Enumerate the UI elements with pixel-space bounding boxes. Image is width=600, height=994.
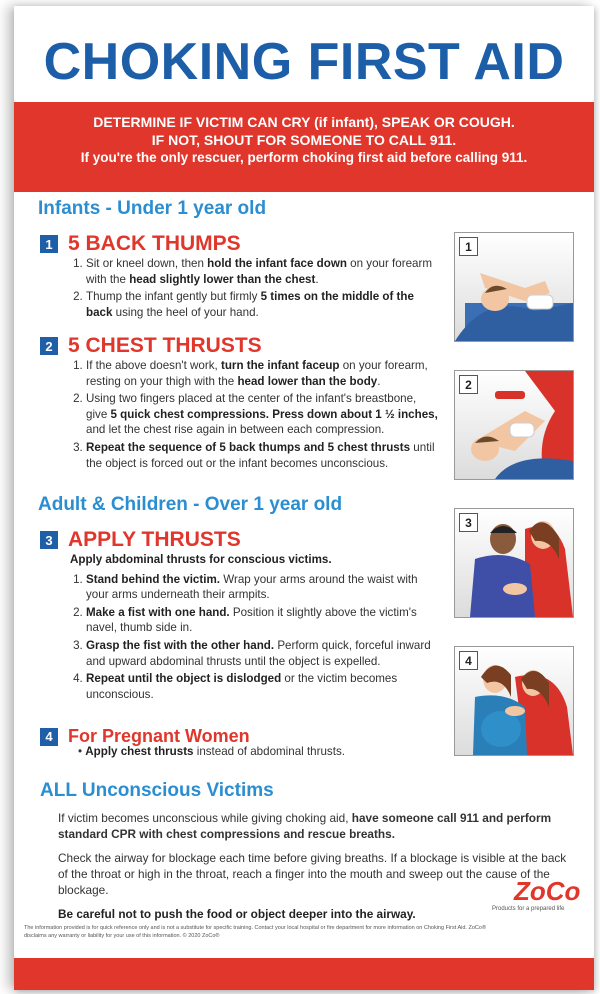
illustration-4-number: 4 [459,651,478,670]
step-1-header [40,232,241,256]
step-3-header [40,528,241,552]
step-1-title: 5 BACK THUMPS [68,232,241,255]
unconscious-paragraph-2: Check the airway for blockage each time before giving breaths. If a blockage is visible at the back of the throat or high in the throat, reach a finger into the mouth and sweep out the cause of the blockage. [58,851,567,897]
list-item: 3. Repeat the sequence of 5 back thumps and 5 chest thrusts until the object is forced out or the infant becomes unconscious. [86,440,440,471]
illustration-2-number: 2 [459,375,478,394]
list-item: 3. Grasp the fist with the other hand. Perform quick, forceful inward and upward abdominal thrusts until the object is expelled. [86,638,440,669]
banner-line-1: DETERMINE IF VICTIM CAN CRY (if infant), SPEAK OR COUGH. [93,114,515,130]
step-2-number: 2 [40,337,58,355]
illustration-2 [454,370,574,480]
step-3-number: 3 [40,531,58,549]
step-2-title: 5 CHEST THRUSTS [68,334,262,357]
step-1-number: 1 [40,235,58,253]
list-item: 1. If the above doesn't work, turn the infant faceup on your forearm, resting on your thigh with the head lower than the body. [86,358,440,389]
unconscious-paragraph-3: Be careful not to push the food or object deeper into the airway. [58,907,416,921]
illustration-1-number: 1 [459,237,478,256]
disclaimer: The information provided is for quick reference only and is not a substitute for specific training. Contact your local hospital or fire department for more information on Choking First Aid. ZoCo® disclaims any warranty or liability for your use of this information. © 2020 ZoCo® [24,925,486,939]
unconscious-heading: ALL Unconscious Victims [40,780,274,801]
warning-banner [14,102,594,192]
list-item: 2. Thump the infant gently but firmly 5 times on the middle of the back using the heel of your hand. [86,289,440,320]
illustration-4 [454,646,574,756]
list-item: 1. Sit or kneel down, then hold the infant face down on your forearm with the head slightly lower than the chest. [86,256,440,287]
step-2-header [40,334,262,358]
list-item: 1. Stand behind the victim. Wrap your arms around the waist with your arms underneath their armpits. [86,572,440,603]
unconscious-paragraph-1: If victim becomes unconscious while giving choking aid, have someone call 911 and perform standard CPR with chest compressions and rescue breaths. [58,811,552,841]
banner-line-2: IF NOT, SHOUT FOR SOMEONE TO CALL 911. [151,132,457,148]
unconscious-body [58,810,581,930]
footer-bar [14,958,594,990]
list-item: 2. Make a fist with one hand. Position it slightly above the victim's navel, thumb side in. [86,605,440,636]
page-title: CHOKING FIRST AID [43,33,565,91]
step-2-body [70,358,440,473]
zoco-logo: ZoCo [514,876,581,906]
poster [14,6,594,990]
illustration-3-number: 3 [459,513,478,532]
list-item: 4. Repeat until the object is dislodged or the victim becomes unconscious. [86,671,440,702]
step-4-body: • Apply chest thrusts instead of abdominal thrusts. [78,745,345,758]
infants-heading: Infants - Under 1 year old [38,198,267,219]
step-4-number: 4 [40,728,58,746]
illustration-3 [454,508,574,618]
step-3-lead: Apply abdominal thrusts for conscious victims. [70,553,332,566]
illustration-1 [454,232,574,342]
step-1-body [70,256,440,322]
step-4-title: For Pregnant Women [68,726,250,746]
banner-line-3: If you're the only rescuer, perform choking first aid before calling 911. [80,150,528,165]
step-3-title: APPLY THRUSTS [68,528,241,551]
adults-heading: Adult & Children - Over 1 year old [38,494,343,515]
list-item: 2. Using two fingers placed at the center of the infant's breastbone, give 5 quick chest compressions. Press down about 1 ½ inches, and let the chest rise again in between each compression. [86,391,440,438]
step-3-body [70,552,440,704]
logo-tagline: Products for a prepared life [492,906,565,912]
